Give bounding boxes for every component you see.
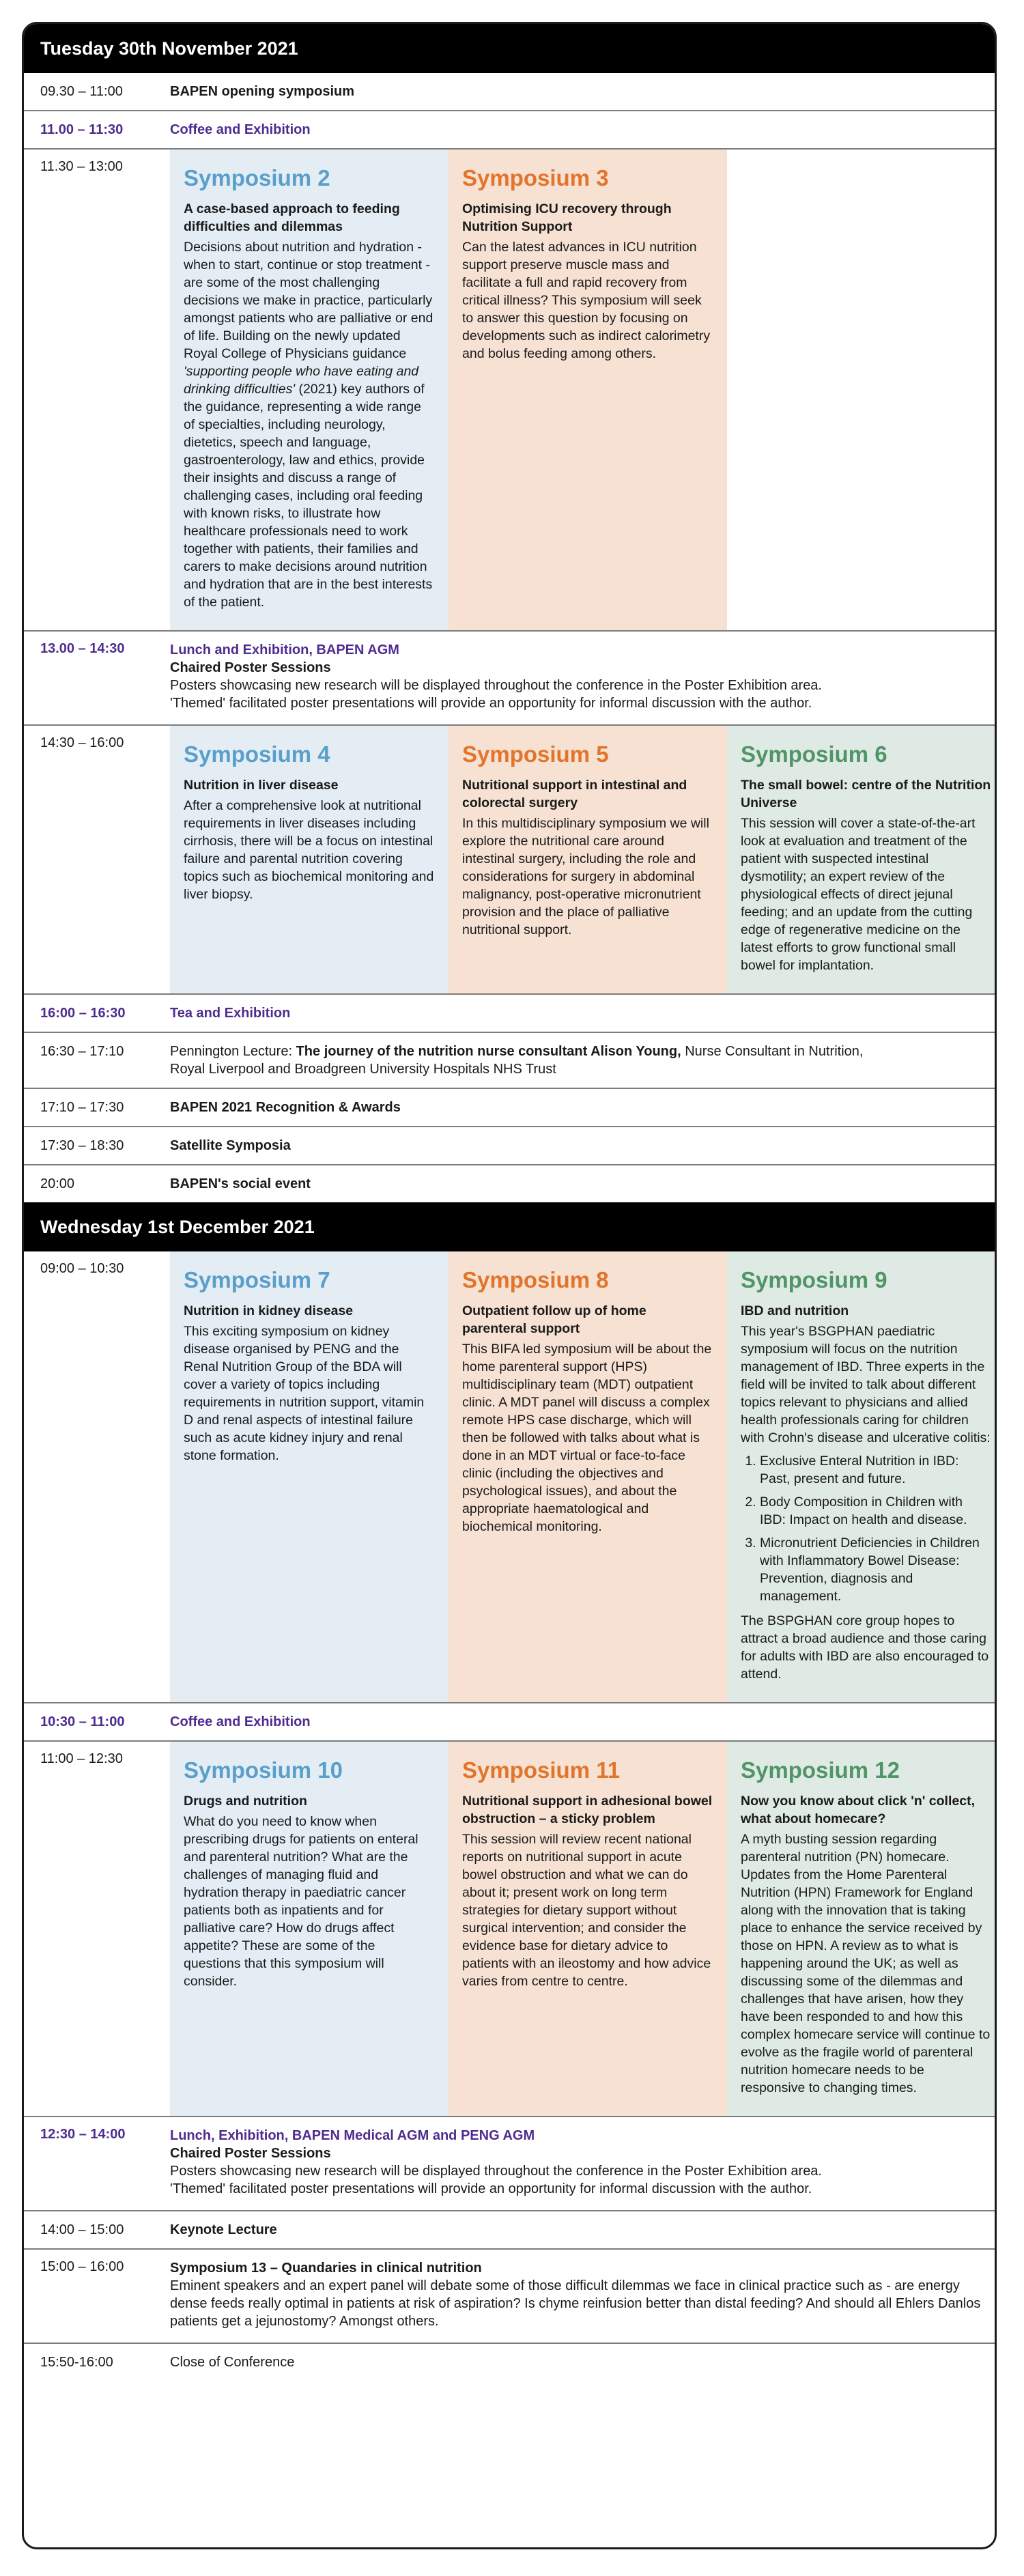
symposium-title: Symposium 2 — [184, 165, 330, 190]
symposium-12-card — [727, 1742, 997, 2116]
day-header-wednesday: Wednesday 1st December 2021 — [24, 1202, 995, 1251]
session-tea-exhibition — [24, 995, 995, 1033]
symposium-2-card — [170, 150, 449, 630]
symposium-description: After a comprehensive look at nutritional requirements in liver diseases including cirrhosis, there will be a focus on intestinal failure and parental nutrition covering topics such as biochemical monitoring and liver biopsy. — [184, 798, 434, 902]
session-keynote — [24, 2211, 995, 2250]
symposium-description — [184, 238, 435, 611]
session-symposia-2-3 — [24, 150, 995, 632]
symposium-description: Can the latest advances in ICU nutrition support preserve muscle mass and facilitate a full and rapid recovery from critical illness? This symposium will seek to answer this question by focusing on developments such as indirect calorimetry and bolus feeding among others. — [462, 240, 711, 361]
topic-item: 1. Exclusive Enteral Nutrition in IBD: Past, present and future. — [760, 1452, 992, 1488]
symposium-11-card — [449, 1742, 727, 2116]
session-title: Coffee and Exhibition — [170, 1714, 311, 1729]
session-subtitle: Chaired Poster Sessions — [170, 660, 331, 675]
symposium-subtitle: Nutrition in liver disease — [184, 778, 339, 793]
symposium-subtitle: IBD and nutrition — [741, 1303, 849, 1318]
session-line: Posters showcasing new research will be displayed throughout the conference in the Poster Exhibition area. — [170, 678, 822, 693]
description-text: (2021) key authors of the guidance, representing a wide range of specialties, including neurology, dietetics, speech and language, gastroenterology, law and ethics, provide their insights and discuss a range of challenging cases, including oral feeding with known risks, to illustrate how healthcare professionals need to work together with patients, their families and carers to make decisions around nutrition and hydration that are in the best interests of the patient. — [184, 382, 433, 610]
symposium-title: Symposium 3 — [462, 165, 609, 190]
symposium-description: What do you need to know when prescribing drugs for patients on enteral and parenteral nutrition? What are the challenges of managing fluid and hydration therapy in paediatric cancer patients both as inpatients and for palliative care? How do drugs affect appetite? These are some of the questions that this symposium will consider. — [184, 1814, 418, 1989]
session-time: 11.30 – 13:00 — [40, 159, 123, 174]
session-line: 'Themed' facilitated poster presentations will provide an opportunity for informal discussion with the author. — [170, 2181, 812, 2196]
session-time: 20:00 — [40, 1176, 75, 1191]
symposium-subtitle: Drugs and nutrition — [184, 1794, 307, 1809]
symposium-columns — [170, 1742, 997, 2116]
symposium-7-card — [170, 1251, 449, 1702]
session-time: 12:30 – 14:00 — [40, 2127, 126, 2142]
topic-item: 3. Micronutrient Deficiencies in Children with Inflammatory Bowel Disease: Prevention, diagnosis and management. — [760, 1534, 992, 1605]
session-title: BAPEN opening symposium — [170, 84, 355, 99]
symposium-5-card — [449, 726, 727, 993]
session-title: Symposium 13 – Quandaries in clinical nutrition — [170, 2261, 482, 2276]
session-time: 16:30 – 17:10 — [40, 1044, 124, 1059]
symposium-4-card — [170, 726, 449, 993]
lecture-line — [170, 1043, 981, 1060]
session-symposia-10-12 — [24, 1742, 995, 2117]
session-body — [170, 632, 995, 724]
session-title: Tea and Exhibition — [170, 1006, 291, 1021]
symposium-subtitle: Outpatient follow up of home parenteral support — [462, 1303, 646, 1336]
session-time: 17:30 – 18:30 — [40, 1138, 124, 1153]
session-coffee-exhibition-2 — [24, 1703, 995, 1742]
symposium-title: Symposium 12 — [741, 1757, 900, 1783]
topic-list — [741, 1452, 992, 1605]
symposium-columns — [170, 150, 997, 630]
empty-column — [727, 150, 997, 630]
session-body — [170, 2117, 995, 2210]
day-header-tuesday: Tuesday 30th November 2021 — [24, 24, 995, 73]
programme-frame — [22, 22, 997, 2549]
symposium-title: Symposium 7 — [184, 1267, 330, 1292]
symposium-subtitle: The small bowel: centre of the Nutrition Universe — [741, 778, 991, 810]
symposium-columns — [170, 1251, 997, 1702]
symposium-subtitle: Nutrition in kidney disease — [184, 1303, 354, 1318]
symposium-columns — [170, 726, 997, 993]
session-time: 09:00 – 10:30 — [40, 1261, 124, 1276]
symposium-title: Symposium 9 — [741, 1267, 887, 1292]
guidance-title: 'supporting people who have eating and drinking difficulties' — [184, 364, 419, 397]
session-symposia-7-9 — [24, 1251, 995, 1703]
symposium-title: Symposium 5 — [462, 741, 609, 767]
symposium-subtitle: Nutritional support in adhesional bowel obstruction – a sticky problem — [462, 1794, 713, 1826]
session-time: 15:00 – 16:00 — [40, 2259, 124, 2274]
symposium-subtitle: Nutritional support in intestinal and colorectal surgery — [462, 778, 687, 810]
session-lunch-medical-agm — [24, 2117, 995, 2211]
symposium-9-card — [727, 1251, 997, 1702]
symposium-8-card — [449, 1251, 727, 1702]
symposium-title: Symposium 6 — [741, 741, 887, 767]
symposium-description: A myth busting session regarding parenteral nutrition (PN) homecare. Updates from the Home Parenteral Nutrition (HPN) Framework for England along with the innovation that is taking place to enhance the service received by those on HPN. A review as to what is happening around the UK; as well as discussing some of the dilemmas and challenges that have arisen, how they have been responded to and how this complex homecare service will continue to evolve as the fragile world of parenteral nutrition homecare needs to be responsive to changing times. — [741, 1832, 991, 2095]
session-pennington-lecture — [24, 1033, 995, 1089]
session-title: BAPEN's social event — [170, 1176, 311, 1191]
session-subtitle: Chaired Poster Sessions — [170, 2146, 331, 2161]
symposium-description: This BIFA led symposium will be about the home parenteral support (HPS) multidisciplinary team (MDT) outpatient clinic. A MDT panel will discuss a complex remote HPS case discharge, which will then be followed with talks about what is done in an MDT virtual or face-to-face clinic (including the objectives and psychological issues), and about the appropriate haematological and biochemical monitoring. — [462, 1342, 712, 1534]
lecture-title: The journey of the nutrition nurse consultant Alison Young, — [296, 1044, 681, 1059]
symposium-10-card — [170, 1742, 449, 2116]
session-symposium-13 — [24, 2250, 995, 2344]
symposium-title: Symposium 4 — [184, 741, 330, 767]
lecture-speaker: Nurse Consultant in Nutrition, — [681, 1044, 864, 1059]
symposium-description: In this multidisciplinary symposium we will explore the nutritional care around intestinal surgery, including the role and considerations for surgery in abdominal malignancy, post-operative micronutrient provision and the place of palliative nutritional support. — [462, 816, 709, 937]
symposium-3-card — [449, 150, 727, 630]
session-title: Lunch, Exhibition, BAPEN Medical AGM and PENG AGM — [170, 2128, 535, 2143]
session-title: Close of Conference — [170, 2355, 295, 2370]
symposium-intro: This year's BSGPHAN paediatric symposium will focus on the nutrition management of IBD. Three experts in the field will be invited to talk about different topics relevant to physicians and allied health professionals caring for children with Crohn's disease and ulcerative colitis: — [741, 1324, 991, 1445]
session-body — [170, 1033, 995, 1088]
symposium-subtitle: A case-based approach to feeding difficulties and dilemmas — [184, 201, 400, 234]
symposium-title: Symposium 8 — [462, 1267, 609, 1292]
session-time: 11.00 – 11:30 — [40, 122, 124, 137]
session-title: Satellite Symposia — [170, 1138, 291, 1153]
session-time: 10:30 – 11:00 — [40, 1714, 125, 1729]
session-title: Keynote Lecture — [170, 2222, 277, 2237]
symposium-subtitle: Optimising ICU recovery through Nutrition Support — [462, 201, 672, 234]
session-time: 15:50-16:00 — [40, 2355, 113, 2370]
symposium-description: This session will cover a state-of-the-art look at evaluation and treatment of the patient with suspected intestinal dysmotility; an expert review of the physiological effects of direct jejunal feeding; and an update from the cutting edge of regenerative medicine on the latest efforts to grow functional small bowel for implantation. — [741, 816, 976, 973]
session-time: 11:00 – 12:30 — [40, 1751, 123, 1766]
lecture-prefix: Pennington Lecture: — [170, 1044, 296, 1059]
session-description: Eminent speakers and an expert panel will debate some of those difficult dilemmas we face in clinical practice such as - are energy dense feeds really optimal in patients at risk of aspiration? Is chyme reinfusion better than distal feeding? And should all Ehlers Danlos patients get a jejunostomy? Amongst others. — [170, 2278, 981, 2329]
symposium-title: Symposium 11 — [462, 1757, 621, 1783]
session-title: Coffee and Exhibition — [170, 122, 311, 137]
session-lunch-agm — [24, 632, 995, 726]
lecture-affiliation: Royal Liverpool and Broadgreen University Hospitals NHS Trust — [170, 1062, 556, 1077]
session-time: 14:00 – 15:00 — [40, 2222, 124, 2237]
symposium-6-card — [727, 726, 997, 993]
session-time: 13.00 – 14:30 — [40, 641, 125, 656]
session-close — [24, 2344, 995, 2381]
session-body — [170, 2250, 995, 2343]
session-line: Posters showcasing new research will be displayed throughout the conference in the Poster Exhibition area. — [170, 2164, 822, 2179]
session-time: 17:10 – 17:30 — [40, 1100, 124, 1115]
symposium-subtitle: Now you know about click 'n' collect, what about homecare? — [741, 1794, 975, 1826]
session-opening-symposium — [24, 73, 995, 111]
session-awards — [24, 1089, 995, 1127]
session-time: 09.30 – 11:00 — [40, 84, 123, 99]
session-social-event — [24, 1165, 995, 1202]
session-coffee-exhibition — [24, 111, 995, 150]
description-text: Decisions about nutrition and hydration - when to start, continue or stop treatment - are some of the most challenging decisions we make in practice, particularly amongst patients who are palliative or end of life. Building on the newly updated Royal College of Physicians guidance — [184, 240, 433, 361]
session-title: Lunch and Exhibition, BAPEN AGM — [170, 642, 399, 657]
symposium-title: Symposium 10 — [184, 1757, 343, 1783]
symposium-description: This exciting symposium on kidney disease organised by PENG and the Renal Nutrition Group of the BDA will cover a variety of topics including requirements in nutrition support, vitamin D and renal aspects of intestinal failure such as acute kidney injury and renal stone formation. — [184, 1324, 425, 1463]
session-line: 'Themed' facilitated poster presentations will provide an opportunity for informal discussion with the author. — [170, 696, 812, 711]
session-symposia-4-6 — [24, 726, 995, 995]
session-time: 16:00 – 16:30 — [40, 1006, 126, 1021]
topic-item: 2. Body Composition in Children with IBD: Impact on health and disease. — [760, 1493, 992, 1529]
session-satellite-symposia — [24, 1127, 995, 1165]
symposium-outro: The BSPGHAN core group hopes to attract a broad audience and those caring for adults with IBD are also encouraged to attend. — [741, 1613, 989, 1682]
symposium-description: This session will review recent national reports on nutritional support in acute bowel obstruction and what we can do about it; present work on long term strategies for dietary support without surgical intervention; and consider the evidence base for dietary advice to patients with an ileostomy and how advice varies from centre to centre. — [462, 1832, 711, 1989]
session-time: 14:30 – 16:00 — [40, 735, 124, 750]
session-title: BAPEN 2021 Recognition & Awards — [170, 1100, 401, 1115]
